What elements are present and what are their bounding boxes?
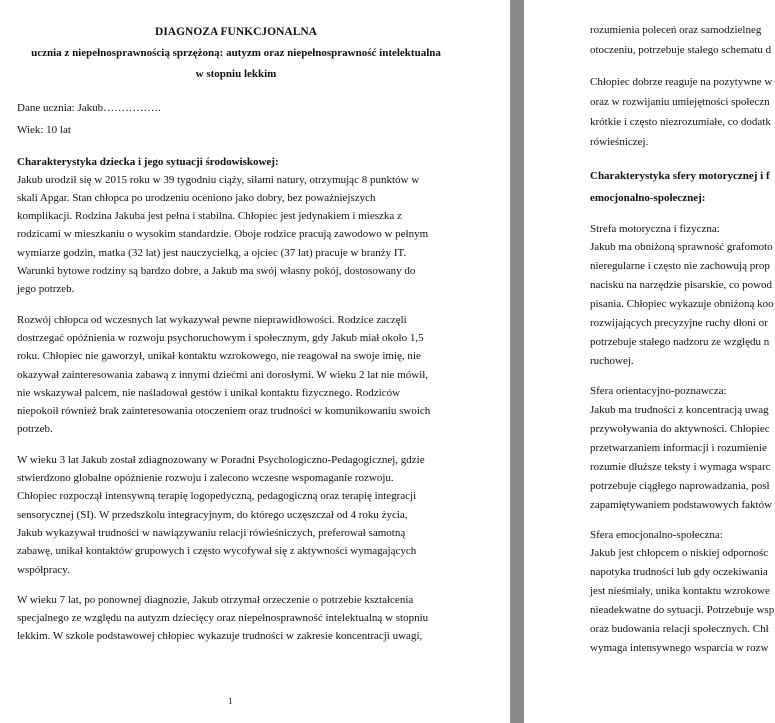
- paragraph-emotional-sphere: [590, 544, 775, 658]
- text-line: rodzicami w mieszkaniu o wysokim standardzie. Oboje rodzice pracują zawodowo w pełnym: [17, 228, 429, 241]
- text-line: krótkie i często niezrozumiałe, co dodatk: [590, 116, 771, 128]
- text-line: rozumie dłuższe teksty i wymaga wsparc: [590, 460, 771, 473]
- text-line: rozumienia poleceń oraz samodzielneg: [590, 24, 762, 36]
- text-line: rozwijających precyzyjne ruchy dłoni or: [590, 317, 768, 330]
- document-page-2: [524, 0, 775, 723]
- page-number: 1: [228, 696, 233, 706]
- text-line: jest nieśmiały, unika kontaktu wzrokowe: [590, 584, 770, 597]
- text-line: wymaga intensywnego wsparcia w rozw: [590, 641, 769, 654]
- section-heading-characteristics: Charakterystyka dziecka i jego sytuacji środowiskowej:: [17, 155, 279, 168]
- paragraph-diagnosis-age-7: [17, 591, 455, 646]
- text-line: sensorycznej (SI). W przedszkolu integracyjnym, do którego uczęszczał od 4 roku życia,: [17, 508, 408, 521]
- text-line: jego potrzeb.: [17, 283, 75, 296]
- text-line: napotyka trudności lub gdy oczekiwania: [590, 565, 768, 578]
- paragraph-diagnosis-age-3: [17, 451, 455, 579]
- document-subtitle-line-2: w stopniu lekkim: [195, 68, 277, 80]
- text-line: ruchowej.: [590, 355, 634, 368]
- text-line: Jakub wykazywał trudności w nawiązywaniu relacji rówieśniczych, preferował samotną: [17, 526, 406, 539]
- emotional-sphere-label: Sfera emocjonalno-społeczna:: [590, 528, 723, 541]
- text-line: pisania. Chłopiec wykazuje obniżoną koo: [590, 298, 774, 311]
- document-title: DIAGNOZA FUNKCJONALNA: [155, 26, 317, 38]
- paragraph-birth-family: [17, 171, 455, 299]
- text-line: W wieku 7 lat, po ponownej diagnozie, Jakub otrzymał orzeczenie o potrzebie kształcenia: [17, 593, 414, 606]
- text-line: zabawę, unikał kontaktów grupowych i często wycofywał się z aktywności wymagających: [17, 545, 417, 558]
- text-line: potrzebuje ciągłego naprowadzania, posł: [590, 479, 770, 492]
- cognitive-sphere-label: Sfera orientacyjno-poznawcza:: [590, 385, 727, 398]
- text-line: lekkim. W szkole podstawowej chłopiec wykazuje trudności w zakresie koncentracji uwagi,: [17, 630, 423, 643]
- text-line: współpracy.: [17, 563, 70, 576]
- text-line: nieadekwatne do sytuacji. Potrzebuje wsp: [590, 603, 775, 616]
- paragraph-continued: [590, 20, 775, 60]
- paragraph-development: [17, 311, 455, 439]
- text-line: okazywał zainteresowania zabawą z innymi dziećmi ani dorosłymi. W wieku 2 lat nie mówił,: [17, 368, 429, 381]
- text-line: Jakub ma obniżoną sprawność grafomoto: [590, 241, 773, 254]
- page-gutter-divider: [510, 0, 524, 723]
- heading-line: emocjonalno-społecznej:: [590, 192, 706, 204]
- text-line: Jakub ma trudności z koncentracją uwag: [590, 403, 769, 416]
- text-line: zapamiętywaniem podstawowych faktów: [590, 498, 773, 511]
- heading-line: Charakterystyka sfery motorycznej i f: [590, 170, 770, 182]
- text-line: wymiarze godzin, matka (32 lat) jest nauczycielką, a ojciec (37 lat) pracuje w branży IT.: [17, 246, 407, 259]
- motor-sphere-label: Strefa motoryczna i fizyczna:: [590, 223, 720, 235]
- section-heading-spheres: [590, 165, 775, 209]
- text-line: Warunki bytowe rodziny są bardzo dobre, a Jakub ma swój własny pokój, dostosowany do: [17, 265, 416, 278]
- text-line: nie wskazywał palcem, nie naśladował gestów i unikał kontaktu fizycznego. Rodziców: [17, 386, 401, 399]
- text-line: Jakub jest chłopcem o niskiej odpornośc: [590, 546, 769, 559]
- text-line: roku. Chłopiec nie gaworzył, unikał kontaktu wzrokowego, nie reagował na swoje imię, nie: [17, 350, 421, 363]
- text-line: Rozwój chłopca od wczesnych lat wykazywał pewne nieprawidłowości. Rodzice zaczęli: [17, 313, 407, 326]
- text-line: dostrzegać opóźnienia w rozwoju psychoruchowym i społecznym, gdy Jakub miał około 1,5: [17, 331, 424, 344]
- text-line: niepokoił również brak zainteresowania otoczeniem oraz trudności w komunikowaniu swoich: [17, 405, 431, 418]
- document-subtitle-line-1: ucznia z niepełnosprawnością sprzężoną: autyzm oraz niepełnosprawność intelektualna: [31, 47, 441, 59]
- text-line: Chłopiec rozpoczął intensywną terapię logopedyczną, pedagogiczną oraz terapię integracji: [17, 490, 417, 503]
- text-line: rówieśniczej.: [590, 136, 649, 148]
- text-line: potrzeb.: [17, 423, 53, 436]
- paragraph-motor-sphere: [590, 238, 775, 371]
- text-line: oraz w rozwijaniu umiejętności społeczn: [590, 96, 770, 108]
- text-line: Jakub urodził się w 2015 roku w 39 tygodniu ciąży, siłami natury, otrzymując 8 punktów w: [17, 173, 420, 186]
- text-line: potrzebuje stałego nadzoru ze względu n: [590, 336, 770, 349]
- text-line: specjalnego ze względu na autyzm dziecięcy oraz niepełnosprawność intelektualną w stopniu: [17, 612, 429, 625]
- text-line: przetwarzaniem informacji i rozumienie: [590, 441, 767, 454]
- text-line: skali Apgar. Stan chłopca po urodzeniu oceniono jako dobry, bez poważniejszych: [17, 191, 376, 204]
- paragraph-cognitive-sphere: [590, 401, 775, 515]
- text-line: stwierdzono globalne opóźnienie rozwoju i zalecono wczesne wspomaganie rozwoju.: [17, 472, 394, 485]
- page-2-content: [590, 20, 775, 658]
- page-1-content: [17, 24, 455, 646]
- text-line: Chłopiec dobrze reaguje na pozytywne w: [590, 76, 773, 88]
- text-line: nieregularne i często nie zachowują prop: [590, 260, 770, 273]
- student-age-line: Wiek: 10 lat: [17, 124, 71, 137]
- paragraph-positive-reinforcement: [590, 72, 775, 152]
- text-line: nacisku na narzędzie pisarskie, co powod: [590, 279, 773, 292]
- text-line: oraz budowania relacji społecznych. Chł: [590, 622, 769, 635]
- text-line: przywoływania do aktywności. Chłopiec: [590, 422, 770, 435]
- student-data-line: Dane ucznia: Jakub…………….: [17, 102, 161, 114]
- text-line: otoczeniu, potrzebuje stałego schematu d: [590, 44, 772, 56]
- text-line: W wieku 3 lat Jakub został zdiagnozowany w Poradni Psychologiczno-Pedagogicznej, gdzie: [17, 453, 425, 466]
- text-line: komplikacji. Rodzina Jakuba jest pełna i stabilna. Chłopiec jest jedynakiem i mieszka z: [17, 210, 402, 223]
